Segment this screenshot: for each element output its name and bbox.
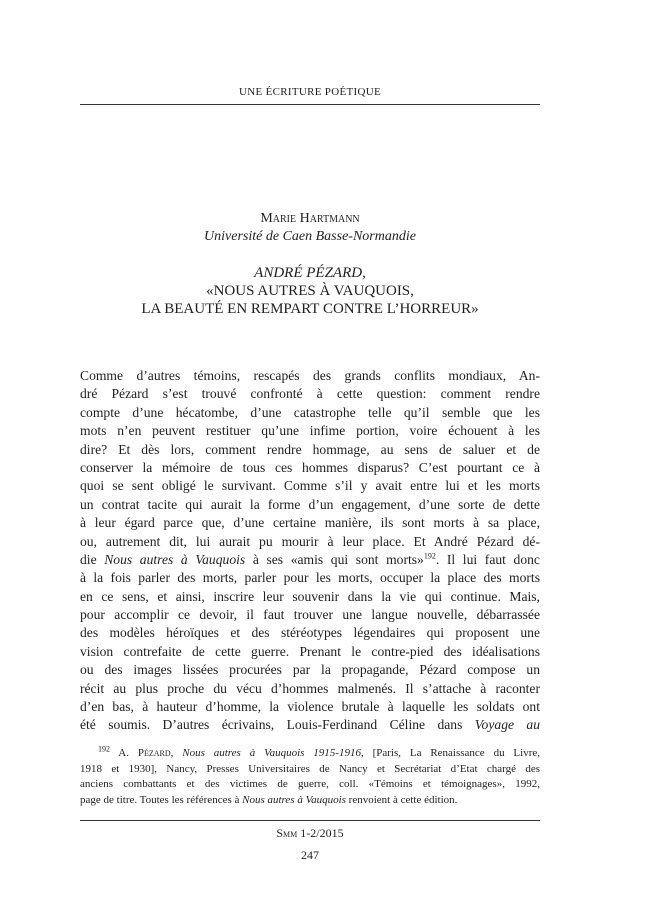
body-line: [80, 551, 540, 569]
footnote-reference[interactable]: 192: [423, 551, 436, 561]
author-affiliation: Université de Caen Basse-Normandie: [204, 229, 416, 244]
body-text-run: à ses «amis qui sont morts»: [245, 551, 424, 567]
body-line: mots n’en peuvent restituer qu’une infime portion, voire échouent à les: [80, 423, 540, 439]
body-line: d’en bas, à hauteur d’homme, la violence brutale à laquelle les soldats ont: [80, 699, 540, 715]
body-line: conserver la mémoire de tous ces hommes disparus? C’est pourtant ce à: [80, 459, 540, 475]
body-line: quoi se sent obligé le survivant. Comme s’il y avait entre lui et les morts: [80, 478, 540, 494]
header-rule: [80, 104, 540, 105]
body-line: pour accomplir ce devoir, il faut trouver une langue nouvelle, débarrassée: [80, 607, 540, 623]
footnote-text-run: , [Paris, La Renaissance du Livre,: [360, 747, 541, 759]
body-line: dire? Et dès lors, comment rendre hommage, au sens de saluer et de: [80, 441, 540, 457]
title-line-1: ANDRÉ PÉZARD,: [254, 265, 366, 281]
body-line: Comme d’autres témoins, rescapés des grands conflits mondiaux, An-: [80, 368, 540, 383]
body-line: un contrat tacite qui aurait la forme d’un engagement, d’une sorte de dette: [80, 496, 540, 512]
body-line: [80, 716, 540, 734]
body-paragraph: [80, 367, 540, 735]
body-text-run: die: [80, 551, 105, 567]
journal-reference: Smm 1-2/2015: [276, 826, 344, 840]
body-line: à leur égard parce que, d’une certaine manière, ils sont morts à sa place,: [80, 515, 540, 531]
author-name: Marie Hartmann: [260, 211, 360, 226]
body-line: récit au plus proche du vécu d’hommes malmenés. Il s’attache à raconter: [80, 680, 540, 696]
footnote-book-title: Nous autres à Vauquois: [242, 793, 346, 806]
body-line: en ce sens, et ainsi, inscrire leur souvenir dans la vie qui continue. Mais,: [80, 588, 540, 604]
body-line: compte d’une hécatombe, d’une catastrophe telle qu’il semble que les: [80, 404, 540, 420]
footnote-text-run: A.: [110, 747, 138, 759]
footnote-text-run: page de titre. Toutes les références à: [80, 793, 243, 806]
footnote-book-title: Nous autres à Vauquois 1915-1916: [182, 747, 361, 759]
footnote-number: 192: [98, 744, 110, 754]
body-line: dré Pézard s’est trouvé confronté à cette question: comment rendre: [80, 386, 540, 402]
footnote-line: 1918 et 1930], Nancy, Presses Universitaires de Nancy et Secrétariat d’Etat chargé des: [80, 762, 540, 775]
body-text-run: . Il lui faut donc: [435, 551, 540, 567]
footnote-line: [80, 793, 540, 809]
footnote-text-run: renvoient à cette édition.: [345, 793, 458, 806]
body-line: des modèles héroïques et des stéréotypes légendaires qui proposent une: [80, 625, 540, 641]
body-line: ou, autrement dit, lui aurait pu mourir à leur place. Et André Pézard dé-: [80, 533, 540, 549]
footnote-line: anciens combattants et des victimes de guerre, coll. «Témoins et témoignages», 1992,: [80, 778, 540, 791]
book-title: Voyage au: [474, 717, 541, 733]
footnote: [80, 746, 540, 808]
body-text-run: été soumis. D’autres écrivains, Louis-Ferdinand Céline dans: [80, 717, 475, 733]
book-title: Nous autres à Vauquois: [104, 551, 246, 567]
body-line: vision contrefaite de cette guerre. Prenant le contre-pied des idéalisations: [80, 643, 540, 659]
title-line-3: LA BEAUTÉ EN REMPART CONTRE L’HORREUR»: [141, 301, 479, 317]
footnote-line: [80, 746, 540, 762]
footnote-author: Pézard: [137, 747, 171, 759]
body-line: à la fois parler des morts, parler pour les morts, occuper la place des morts: [80, 570, 540, 586]
footnote-text-run: ,: [170, 747, 183, 759]
body-line: ou des images lissées procurées par la propagande, Pézard compose un: [80, 662, 540, 678]
running-head: UNE ÉCRITURE POÉTIQUE: [239, 86, 381, 98]
title-line-2: «NOUS AUTRES À VAUQUOIS,: [206, 283, 414, 299]
page-number: 247: [301, 848, 319, 862]
article-title: [80, 264, 540, 318]
footer-rule: [80, 820, 540, 821]
